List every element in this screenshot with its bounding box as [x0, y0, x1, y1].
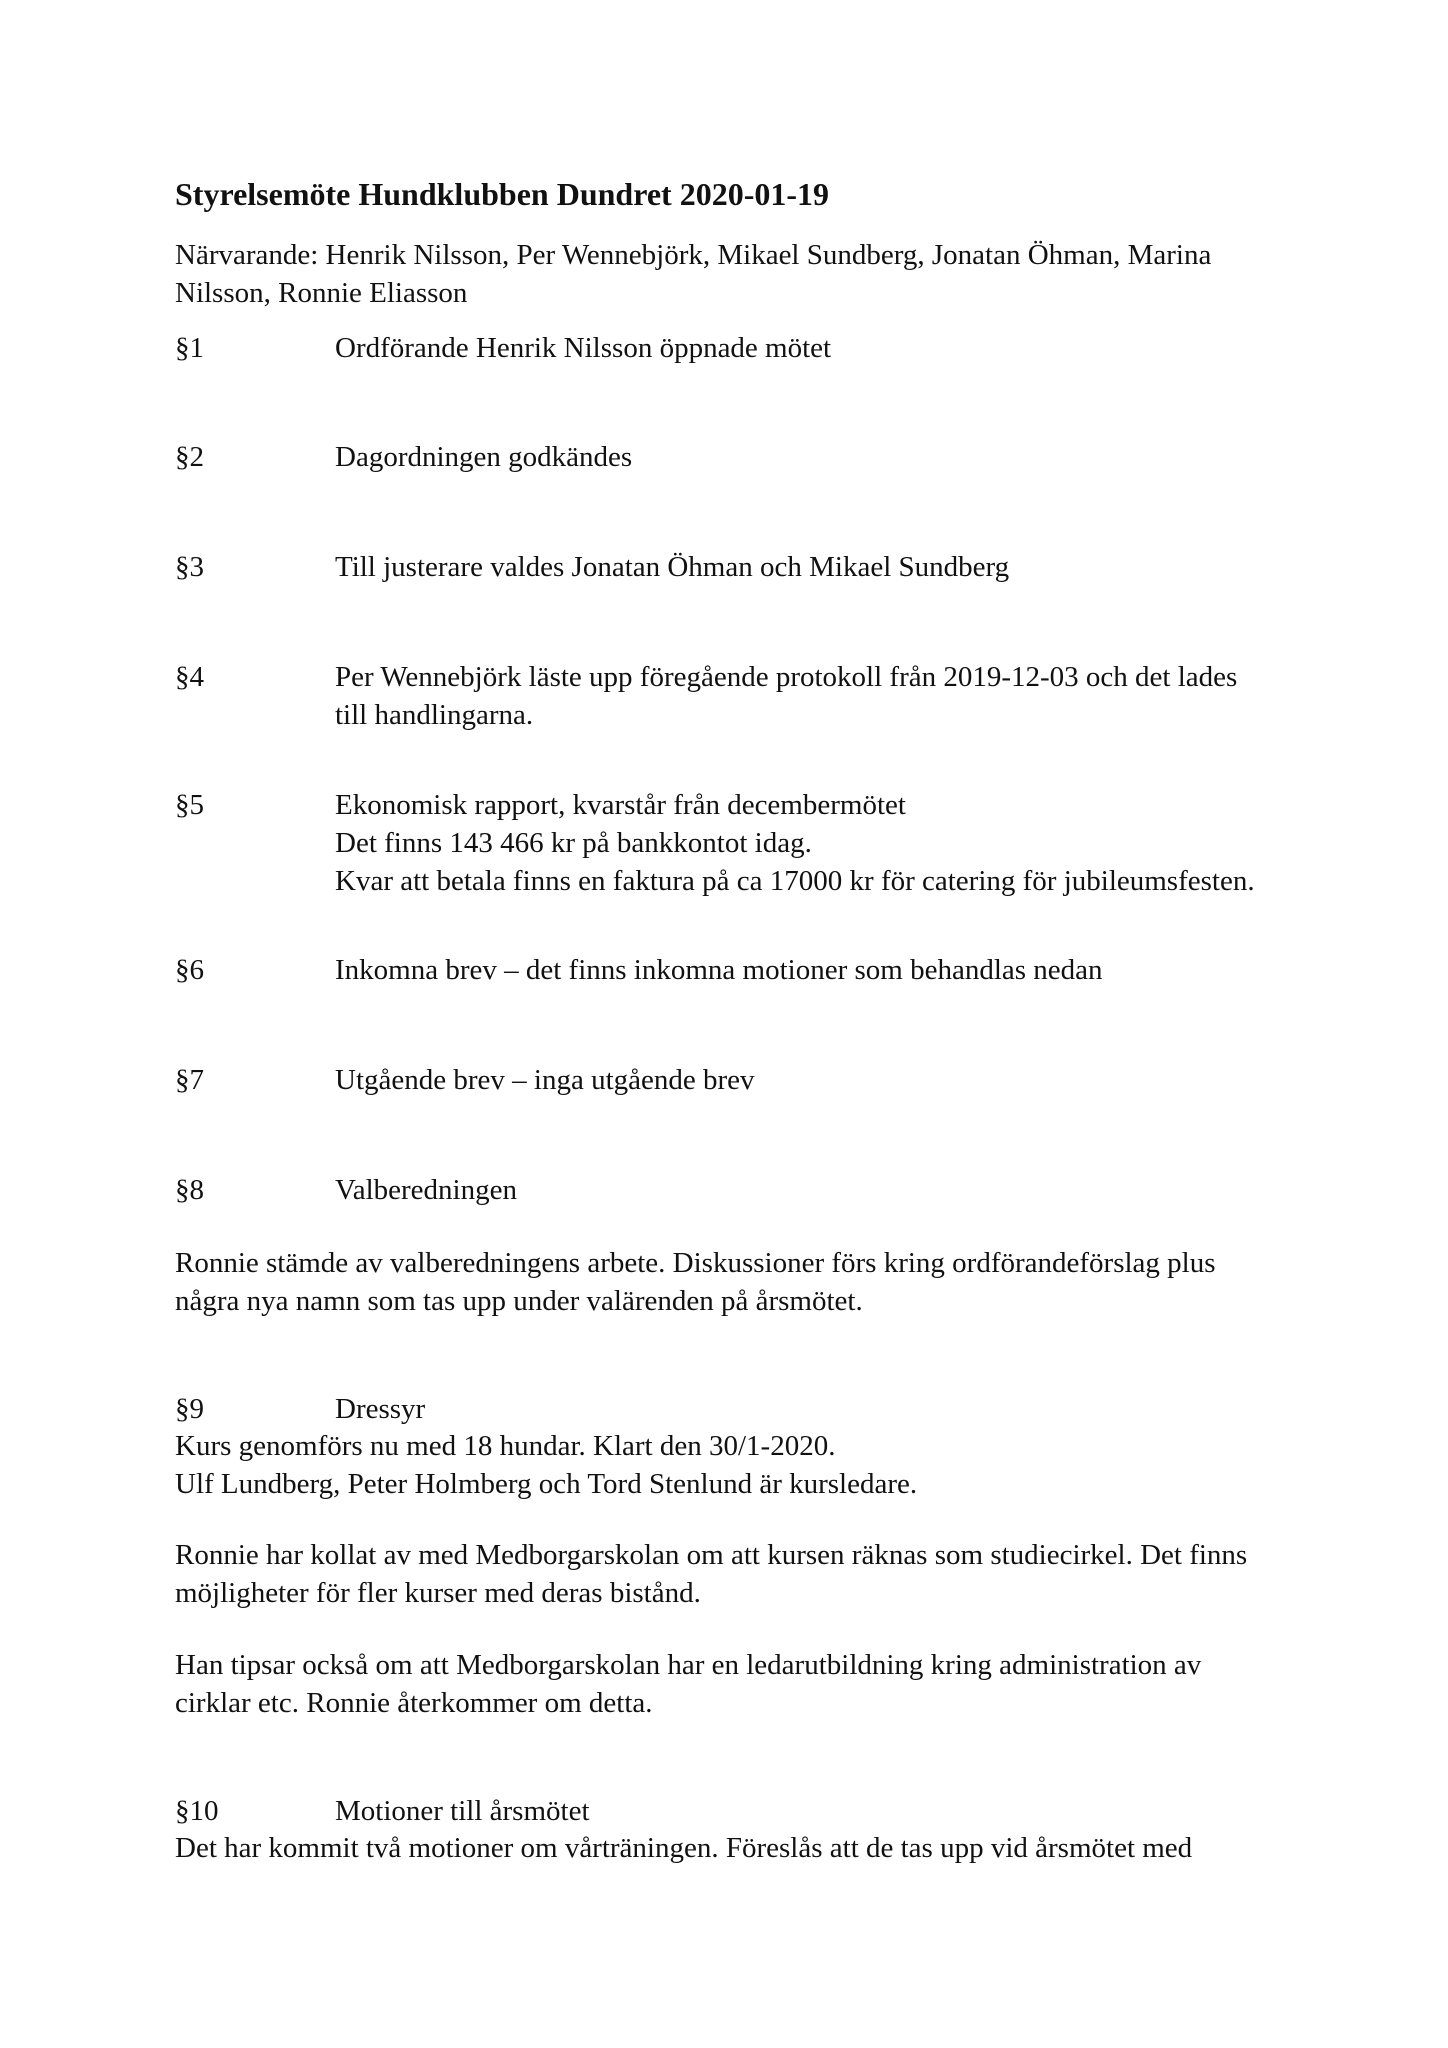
section-9-paragraph-3 [175, 1646, 1295, 1722]
section-4-text [335, 658, 1295, 734]
section-3-line: Till justerare valdes Jonatan Öhman och Mikael Sundberg [335, 551, 1010, 583]
section-7-line: Utgående brev – inga utgående brev [335, 1064, 755, 1096]
section-8-note-line-2: några nya namn som tas upp under valärenden på årsmötet. [175, 1285, 863, 1317]
section-9-para3-line-1: Han tipsar också om att Medborgarskolan har en ledarutbildning kring administration av [175, 1649, 1202, 1681]
section-3-text [335, 548, 1295, 586]
section-4-number: §4 [175, 661, 204, 693]
document-title: Styrelsemöte Hundklubben Dundret 2020-01-19 [175, 176, 829, 212]
section-8-heading [335, 1171, 1295, 1209]
section-5-number: §5 [175, 789, 204, 821]
attendees-line-1: Närvarande: Henrik Nilsson, Per Wennebjörk, Mikael Sundberg, Jonatan Öhman, Marina [175, 239, 1212, 271]
section-3-number: §3 [175, 551, 204, 583]
section-9-para2-line-2: möjligheter för fler kurser med deras bistånd. [175, 1577, 701, 1609]
section-8-line: Valberedningen [335, 1174, 517, 1206]
section-5-line-3: Kvar att betala finns en faktura på ca 17000 kr för catering för jubileumsfesten. [335, 865, 1255, 897]
section-10-line-1: Det har kommit två motioner om vårträningen. Föreslås att de tas upp vid årsmötet med [175, 1832, 1193, 1864]
section-8-note-line-1: Ronnie stämde av valberedningens arbete. Diskussioner förs kring ordförandeförslag plus [175, 1247, 1216, 1279]
section-2-line: Dagordningen godkändes [335, 441, 633, 473]
section-7-number: §7 [175, 1064, 204, 1096]
attendees-line-2: Nilsson, Ronnie Eliasson [175, 277, 468, 309]
section-4-line-2: till handlingarna. [335, 699, 534, 731]
section-9-number: §9 [175, 1393, 204, 1425]
section-9-heading [335, 1390, 1295, 1428]
section-8-number: §8 [175, 1174, 204, 1206]
section-9-paragraph-2 [175, 1536, 1295, 1612]
section-8-note [175, 1244, 1295, 1320]
section-10-body [175, 1829, 1295, 1867]
section-5-line-1: Ekonomisk rapport, kvarstår från decembermötet [335, 789, 906, 821]
section-10-line: Motioner till årsmötet [335, 1795, 590, 1827]
attendees-list [175, 236, 1285, 312]
section-9-line: Dressyr [335, 1393, 426, 1425]
section-4-line-1: Per Wennebjörk läste upp föregående protokoll från 2019-12-03 och det lades [335, 661, 1238, 693]
section-1-number: §1 [175, 332, 204, 364]
section-6-line: Inkomna brev – det finns inkomna motioner som behandlas nedan [335, 954, 1103, 986]
section-1-text [335, 329, 1295, 367]
section-7-text [335, 1061, 1295, 1099]
section-9-para2-line-1: Ronnie har kollat av med Medborgarskolan om att kursen räknas som studiecirkel. Det finns [175, 1539, 1248, 1571]
section-9-para3-line-2: cirklar etc. Ronnie återkommer om detta. [175, 1687, 653, 1719]
section-9-line-2: Ulf Lundberg, Peter Holmberg och Tord Stenlund är kursledare. [175, 1468, 918, 1500]
section-9-line-1: Kurs genomförs nu med 18 hundar. Klart den 30/1-2020. [175, 1430, 836, 1462]
section-2-number: §2 [175, 441, 204, 473]
section-6-text [335, 951, 1295, 989]
section-6-number: §6 [175, 954, 204, 986]
section-10-heading [335, 1792, 1295, 1830]
section-5-text [335, 786, 1295, 900]
section-2-text [335, 438, 1295, 476]
section-10-number: §10 [175, 1795, 219, 1827]
section-9-body [175, 1427, 1295, 1503]
section-1-line: Ordförande Henrik Nilsson öppnade mötet [335, 332, 832, 364]
section-5-line-2: Det finns 143 466 kr på bankkontot idag. [335, 827, 812, 859]
